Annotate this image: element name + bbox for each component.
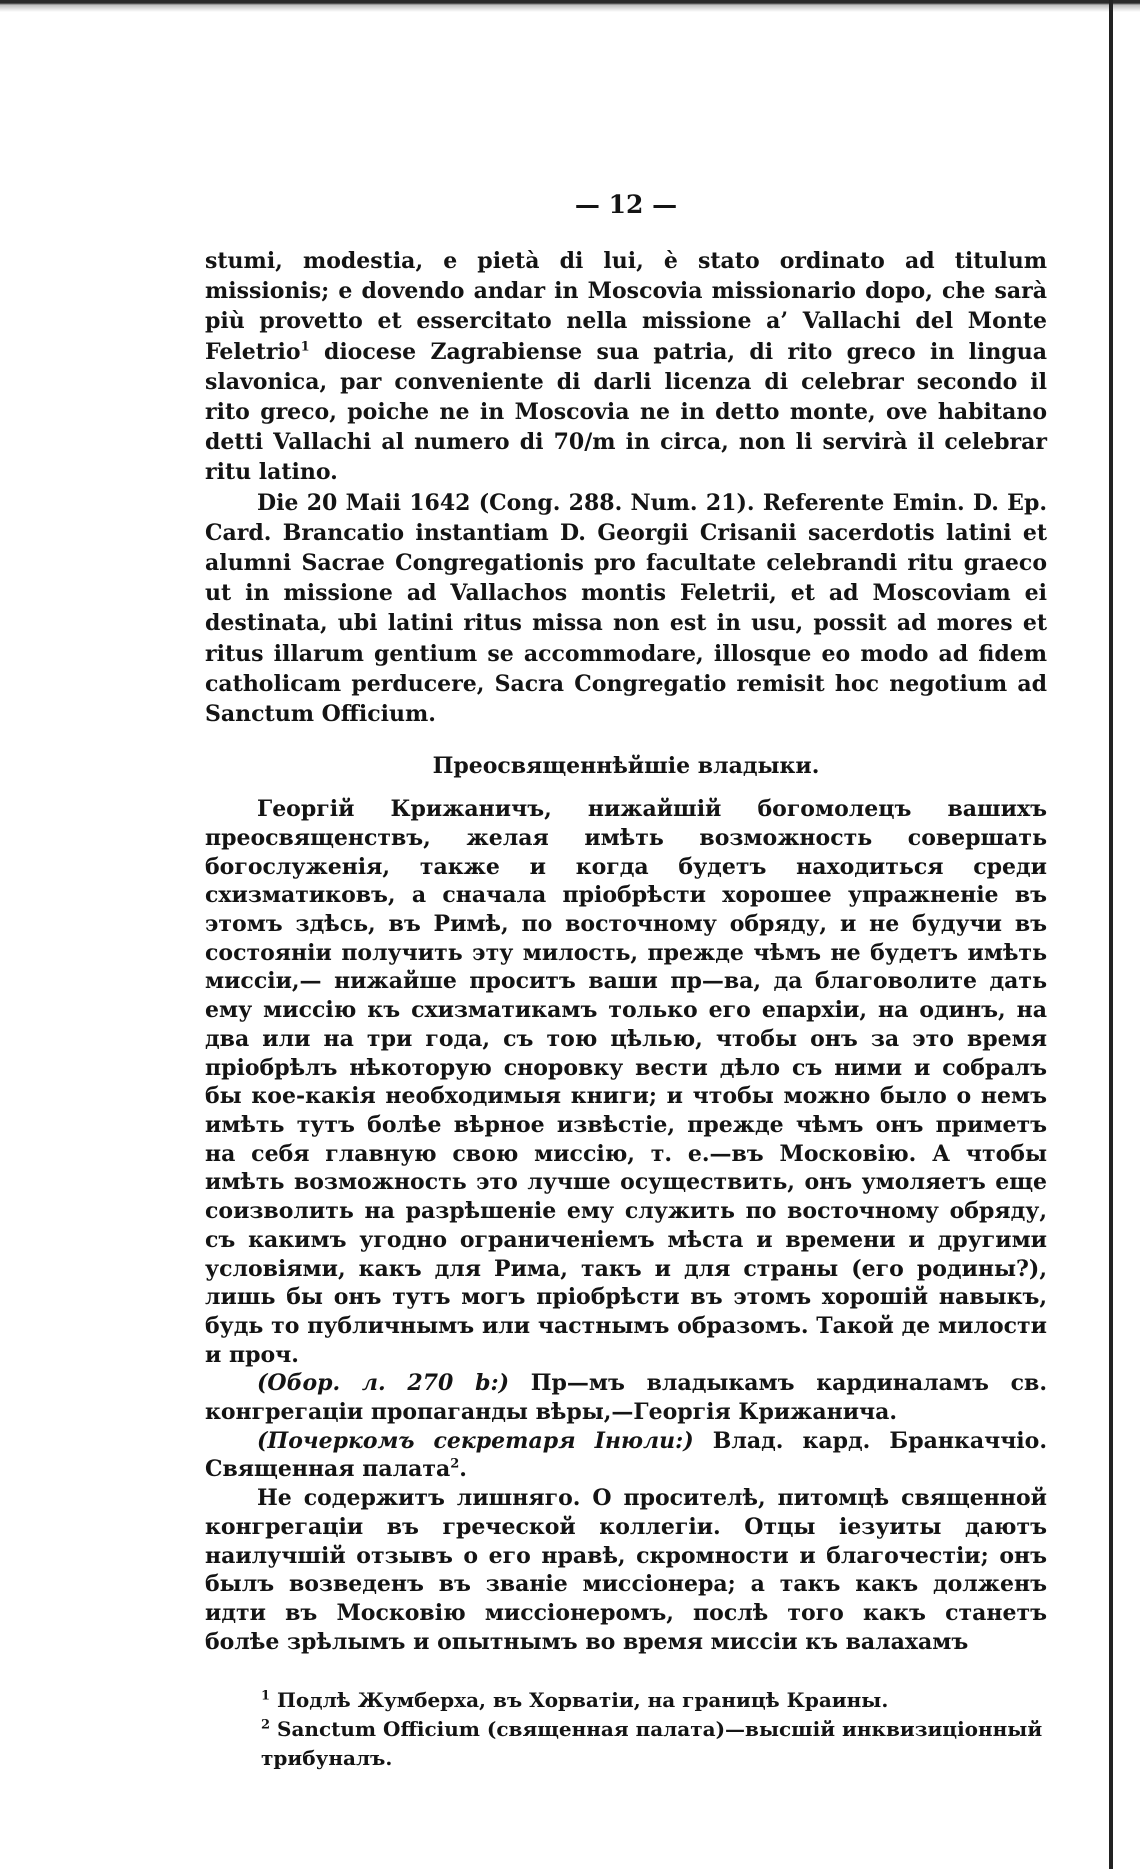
footnote-ref-1: 1 <box>300 339 310 355</box>
margin-note-italic: (Обор. л. 270 b:) <box>257 1370 510 1397</box>
latin-paragraph-1-text: stumi, modestia, e pietà di lui, è stato ordinato ad titulum missionis; e dovendo andar in Moscovia missionario dopo, che sarà più provetto et essercitato nella missione a’ Vallachi del Monte Feletrio <box>205 248 1047 365</box>
russian-paragraph-1: Георгій Крижаничъ, нижайшій богомолецъ вашихъ преосвященствъ, желая имѣть возможность совершать богослуженія, также и когда будетъ находиться среди схизматиковъ, а сначала пріобрѣсти хорошее упражненіе въ этомъ здѣсь, въ Римѣ, по восточному обряду, и не будучи въ состояніи получить эту милость, прежде чѣмъ не будетъ имѣть миссіи,— нижайше проситъ ваши пр—ва, да благоволите дать ему миссію къ схизматикамъ только его епархіи, на одинъ, на два или на три года, съ тою цѣлью, чтобы онъ за это время пріобрѣлъ нѣкоторую сноровку вести дѣло съ ними и собралъ бы кое-какія необходимыя книги; и чтобы можно было о немъ имѣть тутъ болѣе вѣрное извѣстіе, прежде чѣмъ онъ приметъ на себя главную свою миссію, т. е.—въ Московію. А чтобы имѣть возможность это лучше осуществить, онъ умоляетъ еще соизволить на разрѣшеніе ему служить по восточному обряду, съ какимъ угодно ограниченіемъ мѣста и времени и другими условіями, какъ для Рима, такъ и для страны (его родины?), лишь бы онъ тутъ могъ пріобрѣсти въ этомъ хорошій навыкъ, будь то публичнымъ или частнымъ образомъ. Такой де милости и проч. <box>205 796 1047 1368</box>
russian-paragraph-4: Не содержитъ лишняго. О просителѣ, питомцѣ священной конгрегаціи въ греческой коллегіи. Отцы іезуиты даютъ наилучшій отзывъ о его нравѣ, скромности и благочестіи; онъ былъ возведенъ въ званіе миссіонера; а такъ какъ долженъ идти въ Московію миссіонеромъ, послѣ того какъ станетъ болѣе зрѣлымъ и опытнымъ во время миссіи къ валахамъ <box>205 1485 1047 1655</box>
right-edge-rule <box>1109 0 1113 1869</box>
footnote-1-text: Подлѣ Жумберха, въ Хорватіи, на границѣ Краины. <box>277 1688 889 1713</box>
russian-paragraph-3-end: . <box>459 1456 467 1483</box>
top-edge-rule <box>0 0 1140 12</box>
latin-paragraph-1 <box>205 246 1047 488</box>
russian-paragraph-3 <box>205 1427 1047 1484</box>
footnote-2-text: Sanctum Officium (священная палата)—высшій инквизиціонный трибуналъ. <box>261 1717 1043 1771</box>
russian-paragraph-3-text: Влад. кард. Бранкаччіо. Священная палата <box>205 1427 1047 1483</box>
footnote-2 <box>205 1715 1047 1773</box>
document-page <box>205 190 1047 1773</box>
russian-paragraph-2-text: Пр—мъ владыкамъ кардиналамъ св. конгрегаціи пропаганды вѣры,—Георгія Крижанича. <box>205 1370 1047 1426</box>
footnote-1 <box>205 1686 1047 1715</box>
latin-paragraph-1-cont: diocese Zagrabiense sua patria, di rito greco in lingua slavonica, par conveniente di darli licenza di celebrar secondo il rito greco, poiche ne in Moscovia ne in detto monte, ove habitano detti Vallachi al numero di 70/m in circa, non li servirà il celebrar ritu latino. <box>205 338 1047 486</box>
footnotes <box>205 1686 1047 1773</box>
section-heading: Преосвященнѣйшіе владыки. <box>432 753 820 780</box>
footnote-1-mark: 1 <box>261 1688 271 1704</box>
secretary-note-italic: (Почеркомъ секретаря Iнюли:) <box>257 1427 694 1454</box>
russian-paragraph-2 <box>205 1369 1047 1426</box>
footnote-separator <box>205 1656 1047 1680</box>
page-number: — 12 — <box>574 190 678 219</box>
footnote-ref-2: 2 <box>450 1457 460 1473</box>
latin-paragraph-2: Die 20 Maii 1642 (Cong. 288. Num. 21). Referente Emin. D. Ep. Card. Brancatio instantiam D. Georgii Crisanii sacerdotis latini et alumni Sacrae Congregationis pro facultate celebrandi ritu graeco ut in missione ad Vallachos montis Feletrii, et ad Moscoviam ei destinata, ubi latini ritus missa non est in usu, possit ad mores et ritus illarum gentium se accommodare, illosque eo modo ad fidem catholicam perducere, Sacra Congregatio remisit hoc negotium ad Sanctum Officium. <box>205 489 1047 728</box>
footnote-2-mark: 2 <box>261 1717 271 1733</box>
